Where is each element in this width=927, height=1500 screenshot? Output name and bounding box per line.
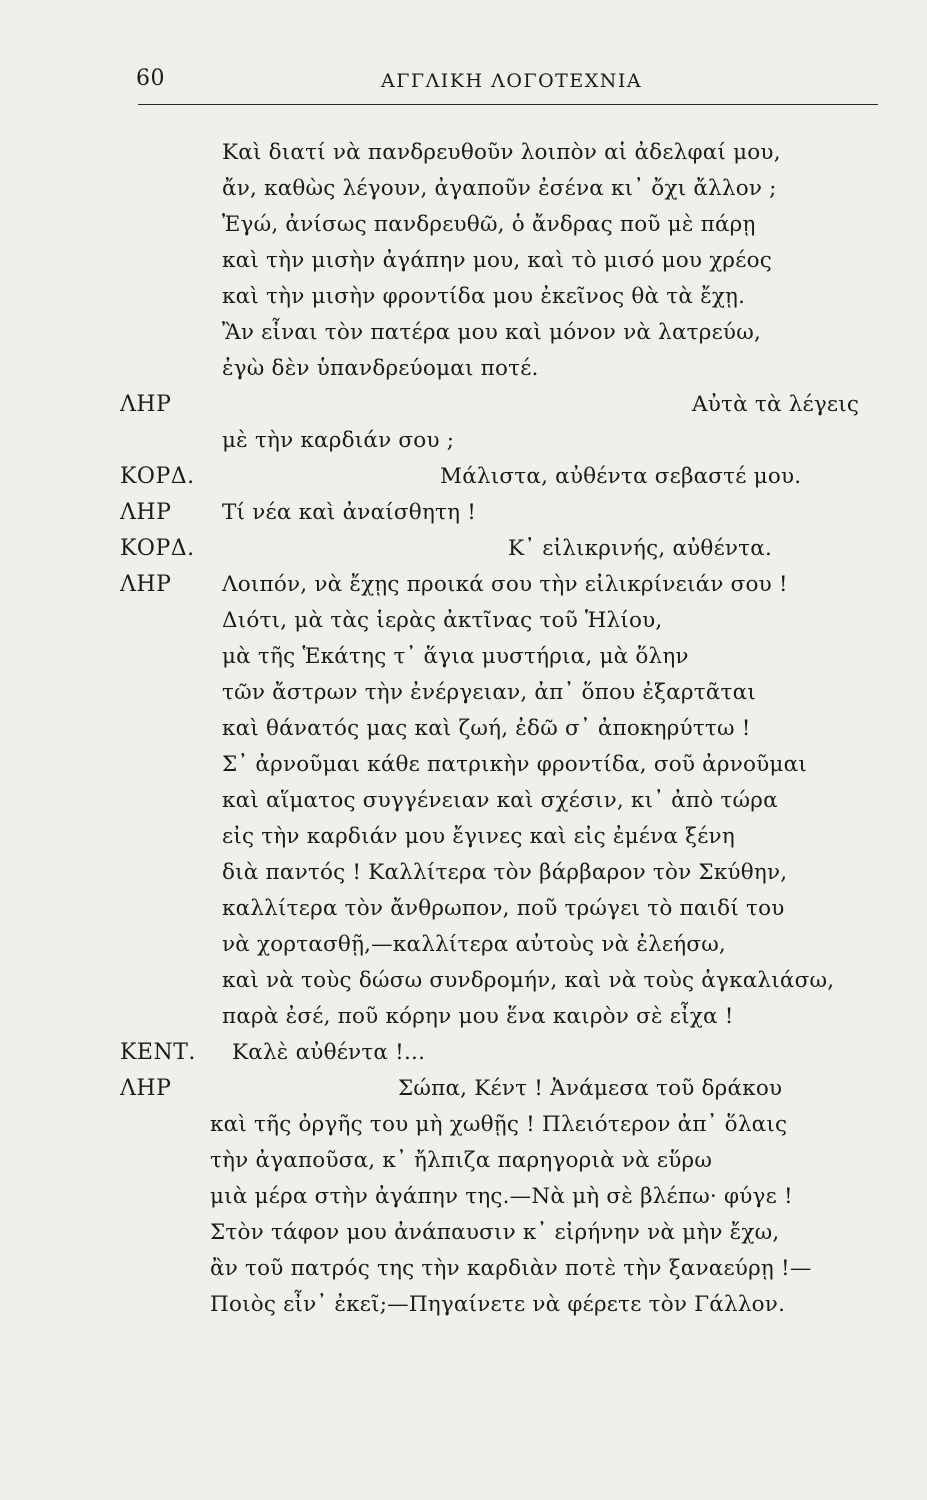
verse-text-line: Σ᾽ ἀρνοῦμαι κάθε πατρικὴν φροντίδα, σοῦ ἀρνοῦμαι: [222, 752, 807, 777]
page-number: 60: [136, 66, 165, 91]
verse-line: [0, 284, 927, 320]
verse-text-line: καὶ τὴν μισὴν ἀγάπην μου, καὶ τὸ μισό μου χρέος: [222, 248, 772, 273]
verse-text-line: Ἂν εἶναι τὸν πατέρα μου καὶ μόνον νὰ λατρεύω,: [222, 320, 761, 345]
speaker-label: ΚΟΡΔ.: [120, 464, 195, 489]
verse-text-line: ἐγὼ δὲν ὑπανδρεύομαι ποτέ.: [222, 356, 539, 381]
verse-line: [0, 1040, 927, 1076]
verse-line: [0, 932, 927, 968]
verse-text-line: Μάλιστα, αὐθέντα σεβαστέ μου.: [440, 464, 802, 489]
verse-text-line: ἄν, καθὼς λέγουν, ἀγαποῦν ἐσένα κι᾽ ὄχι ἄλλον ;: [222, 176, 777, 201]
verse-line: [0, 824, 927, 860]
verse-text-line: τῶν ἄστρων τὴν ἐνέργειαν, ἀπ᾽ ὅπου ἐξαρτᾶται: [222, 680, 756, 705]
verse-line: [0, 896, 927, 932]
verse-line: [0, 320, 927, 356]
speaker-label: ΚΕΝΤ.: [120, 1040, 196, 1065]
verse-line: [0, 572, 927, 608]
verse-text-line: μὰ τῆς Ἑκάτης τ᾽ ἅγια μυστήρια, μὰ ὅλην: [222, 644, 689, 669]
verse-line: [0, 608, 927, 644]
verse-line: [0, 752, 927, 788]
verse-text-line: Κ᾽ εἰλικρινής, αὐθέντα.: [508, 536, 773, 561]
speaker-label: ΚΟΡΔ.: [120, 536, 195, 561]
verse-text-line: Ποιὸς εἶν᾽ ἐκεῖ;—Πηγαίνετε νὰ φέρετε τὸν Γάλλον.: [210, 1292, 786, 1317]
running-title: ΑΓΓΛΙΚΗ ΛΟΓΟΤΕΧΝΙΑ: [381, 70, 643, 92]
verse-text-line: Λοιπόν, νὰ ἔχῃς προικά σου τὴν εἰλικρίνειάν σου !: [222, 572, 788, 597]
verse-line: [0, 788, 927, 824]
verse-line: [0, 1112, 927, 1148]
verse-line: [0, 176, 927, 212]
verse-text-line: Τί νέα καὶ ἀναίσθητη !: [222, 500, 477, 525]
speaker-label: ΛΗΡ: [120, 500, 172, 525]
verse-text-line: καὶ νὰ τοὺς δώσω συνδρομήν, καὶ νὰ τοὺς ἀγκαλιάσω,: [222, 968, 835, 993]
verse-text-line: καλλίτερα τὸν ἄνθρωπον, ποῦ τρώγει τὸ παιδί του: [222, 896, 785, 921]
verse-text-line: ἂν τοῦ πατρός της τὴν καρδιὰν ποτὲ τὴν ξαναεύρῃ !—: [210, 1256, 812, 1281]
verse-text-line: παρὰ ἐσέ, ποῦ κόρην μου ἕνα καιρὸν σὲ εἶχα !: [222, 1004, 734, 1029]
verse-line: [0, 1256, 927, 1292]
speaker-label: ΛΗΡ: [120, 1076, 172, 1101]
verse-text-line: μὲ τὴν καρδιάν σου ;: [222, 428, 455, 453]
verse-text-line: καὶ αἵματος συγγένειαν καὶ σχέσιν, κι᾽ ἀπὸ τώρα: [222, 788, 778, 813]
verse-text-line: εἰς τὴν καρδιάν μου ἔγινες καὶ εἰς ἐμένα ξένη: [222, 824, 735, 849]
verse-line: [0, 1004, 927, 1040]
verse-text-line: Καὶ διατί νὰ πανδρευθοῦν λοιπὸν αἱ ἀδελφαί μου,: [222, 140, 781, 165]
verse-text-line: καὶ τὴν μισὴν φροντίδα μου ἐκεῖνος θὰ τὰ ἔχῃ.: [222, 284, 746, 309]
verse-line: [0, 1292, 927, 1328]
verse-line: [0, 1184, 927, 1220]
verse-text-line: καὶ τῆς ὀργῆς του μὴ χωθῇς ! Πλειότερον ἀπ᾽ ὅλαις: [210, 1112, 788, 1137]
page-header: [0, 0, 927, 110]
verse-text-line: Διότι, μὰ τὰς ἱερὰς ἀκτῖνας τοῦ Ἡλίου,: [222, 608, 663, 633]
verse-text-line: νὰ χορτασθῇ,—καλλίτερα αὐτοὺς νὰ ἐλεήσω,: [222, 932, 726, 957]
verse-text-line: Στὸν τάφον μου ἀνάπαυσιν κ᾽ εἰρήνην νὰ μὴν ἔχω,: [210, 1220, 780, 1245]
verse-line: [0, 860, 927, 896]
verse-text-line: μιὰ μέρα στὴν ἀγάπην της.—Νὰ μὴ σὲ βλέπω· φύγε !: [210, 1184, 793, 1209]
verse-line: [0, 644, 927, 680]
verse-line: [0, 428, 927, 464]
verse-line: [0, 392, 927, 428]
verse-line: [0, 968, 927, 1004]
speaker-label: ΛΗΡ: [120, 572, 172, 597]
verse-line: [0, 212, 927, 248]
verse-text-line: διὰ παντός ! Καλλίτερα τὸν βάρβαρον τὸν Σκύθην,: [222, 860, 788, 885]
speaker-label: ΛΗΡ: [120, 392, 172, 417]
verse-line: [0, 356, 927, 392]
verse-text-line: Αὐτὰ τὰ λέγεις: [692, 392, 860, 417]
verse-line: [0, 716, 927, 752]
verse-line: [0, 500, 927, 536]
header-rule: [138, 104, 878, 105]
verse-line: [0, 536, 927, 572]
verse-text-line: καὶ θάνατός μας καὶ ζωή, ἐδῶ σ᾽ ἀποκηρύττω !: [222, 716, 751, 741]
verse-text-line: τὴν ἀγαποῦσα, κ᾽ ἤλπιζα παρηγοριὰ νὰ εὕρω: [210, 1148, 713, 1173]
verse-text-line: Σώπα, Κέντ ! Ἀνάμεσα τοῦ δράκου: [398, 1076, 783, 1101]
verse-text-line: Ἐγώ, ἀνίσως πανδρευθῶ, ὁ ἄνδρας ποῦ μὲ πάρῃ: [222, 212, 756, 237]
verse-text: [0, 110, 927, 1360]
verse-line: [0, 1220, 927, 1256]
verse-text-line: Καλὲ αὐθέντα !...: [232, 1040, 426, 1065]
verse-line: [0, 464, 927, 500]
verse-line: [0, 1076, 927, 1112]
verse-line: [0, 248, 927, 284]
verse-line: [0, 1148, 927, 1184]
verse-line: [0, 680, 927, 716]
verse-line: [0, 140, 927, 176]
